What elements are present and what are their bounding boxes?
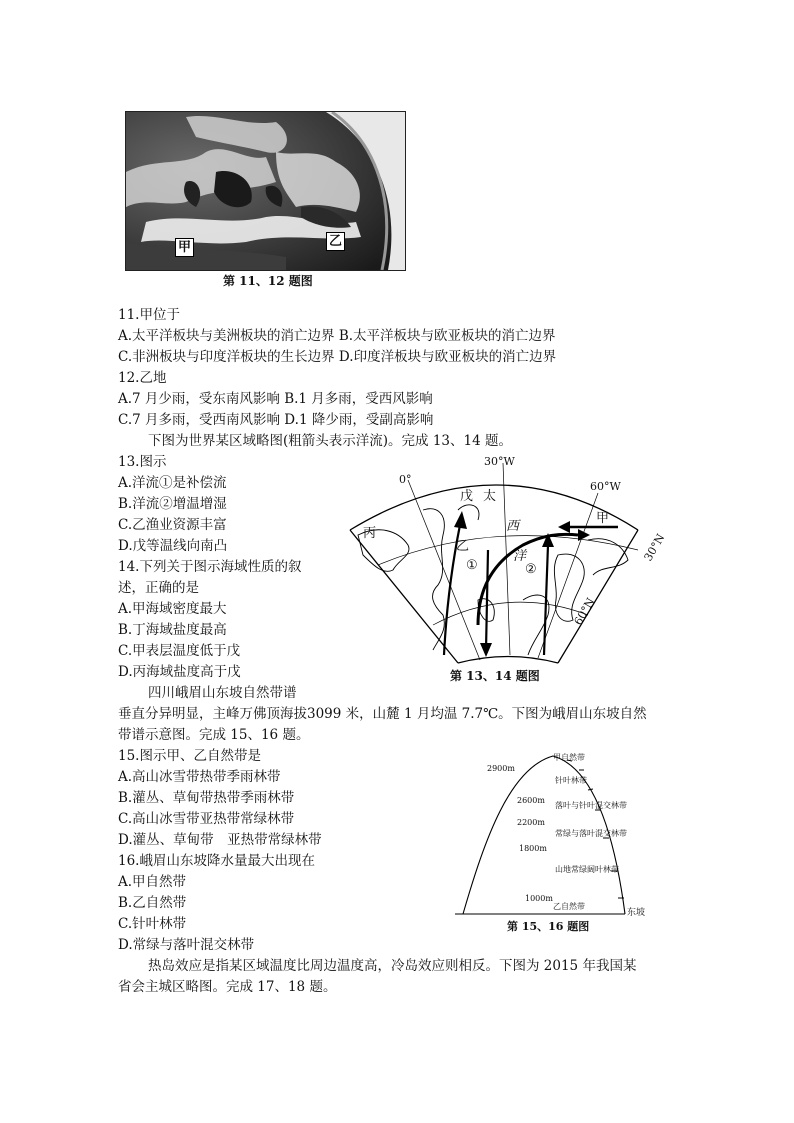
intro-17-18-line2: 省会主城区略图。完成 17、18 题。: [118, 979, 337, 995]
q13-stem: 13.图示: [118, 454, 167, 470]
tick-1800: 1800m: [519, 844, 547, 853]
label-wu: 戊: [460, 489, 474, 504]
satellite-image: [125, 111, 406, 271]
q13-option-d: D.戊等温线向南凸: [118, 538, 228, 554]
q11-stem: 11.甲位于: [118, 307, 180, 323]
label-current-1: ①: [466, 558, 478, 573]
label-yi-map: 乙: [456, 539, 470, 554]
q14-option-d: D.丙海域盐度高于戊: [118, 664, 241, 680]
intro-17-18-line1: 热岛效应是指某区域温度比周边温度高，冷岛效应则相反。下图为 2015 年我国某: [148, 958, 637, 974]
q13-option-a: A.洋流①是补偿流: [118, 475, 227, 491]
q15-option-d: D.灌丛、草甸带 亚热带常绿林带: [118, 832, 322, 848]
tick-2600: 2600m: [517, 796, 545, 805]
q15-option-b: B.灌丛、草甸带热带季雨林带: [118, 790, 295, 806]
q14-option-c: C.甲表层温度低于戊: [118, 643, 241, 659]
q14-stem-line1: 14.下列关于图示海域性质的叙: [118, 559, 302, 575]
label-lon-0: 0°: [399, 473, 412, 486]
zone-evergreen-broadleaf: 山地常绿阔叶林带: [555, 865, 619, 874]
intro-15-16-line1: 四川峨眉山东坡自然带谱: [148, 685, 297, 701]
figure-caption-15-16: 第 15、16 题图: [507, 920, 590, 933]
q12-options-ab: A.7 月少雨，受东南风影响 B.1 月多雨，受西风影响: [118, 391, 433, 407]
q14-option-a: A.甲海域密度最大: [118, 601, 227, 617]
label-lon-30w: 30°W: [484, 455, 515, 468]
q11-options-ab: A.太平洋板块与美洲板块的消亡边界 B.太平洋板块与欧亚板块的消亡边界: [118, 328, 556, 344]
tick-2200: 2200m: [517, 818, 545, 827]
q16-option-b: B.乙自然带: [118, 895, 187, 911]
label-xi: 西: [506, 519, 520, 534]
label-jia-map: 甲: [596, 511, 610, 526]
label-bing: 丙: [363, 526, 377, 541]
tick-1000: 1000m: [525, 894, 553, 903]
q15-option-c: C.高山冰雪带亚热带常绿林带: [118, 811, 295, 827]
q15-stem: 15.图示甲、乙自然带是: [118, 748, 261, 764]
figure-caption-13-14: 第 13、14 题图: [450, 669, 540, 683]
q12-stem: 12.乙地: [118, 370, 167, 386]
marker-yi: [326, 232, 345, 251]
label-current-2: ②: [525, 562, 537, 577]
label-lon-60w: 60°W: [590, 480, 621, 493]
q13-option-c: C.乙渔业资源丰富: [118, 517, 227, 533]
zone-deciduous-conifer: 落叶与针叶混交林带: [555, 801, 627, 810]
intro-15-16-line2: 垂直分异明显，主峰万佛顶海拔3099 米，山麓 1 月均温 7.7℃。下图为峨眉山东坡自然: [118, 706, 647, 722]
zone-jia: 甲自然带: [553, 753, 585, 762]
ocean-current-map: [338, 455, 668, 665]
satellite-map-drawing: [126, 112, 405, 270]
marker-jia-label: 甲: [177, 240, 191, 255]
q16-option-c: C.针叶林带: [118, 916, 187, 932]
q13-option-b: B.洋流②增温增湿: [118, 496, 227, 512]
q12-options-cd: C.7 月多雨，受西南风影响 D.1 降少雨，受副高影响: [118, 412, 434, 428]
label-east-slope: 东坡: [627, 908, 646, 918]
tick-2900: 2900m: [487, 764, 515, 773]
marker-yi-label: 乙: [328, 234, 342, 249]
label-lat-60n: 60°N: [571, 595, 598, 628]
q11-options-cd: C.非洲板块与印度洋板块的生长边界 D.印度洋板块与欧亚板块的消亡边界: [118, 349, 557, 365]
label-lat-30n: 30°N: [641, 531, 668, 564]
intro-13-14: 下图为世界某区域略图(粗箭头表示洋流)。完成 13、14 题。: [148, 433, 512, 449]
zone-evergreen-deciduous: 常绿与落叶混交林带: [555, 829, 627, 838]
q14-stem-line2: 述，正确的是: [118, 580, 199, 596]
label-yang: 洋: [513, 549, 527, 564]
vertical-zonation-diagram: [455, 748, 665, 918]
label-tai: 太: [483, 489, 497, 504]
q16-option-d: D.常绿与落叶混交林带: [118, 937, 255, 953]
zone-conifer: 针叶林带: [555, 776, 587, 785]
zone-yi: 乙自然带: [553, 902, 585, 911]
marker-jia: [175, 238, 194, 257]
q14-option-b: B.丁海域盐度最高: [118, 622, 227, 638]
intro-15-16-line3: 带谱示意图。完成 15、16 题。: [118, 727, 310, 743]
q15-option-a: A.高山冰雪带热带季雨林带: [118, 769, 281, 785]
figure-caption-11-12: 第 11、12 题图: [223, 274, 313, 288]
q16-stem: 16.峨眉山东坡降水量最大出现在: [118, 853, 315, 869]
q16-option-a: A.甲自然带: [118, 874, 187, 890]
